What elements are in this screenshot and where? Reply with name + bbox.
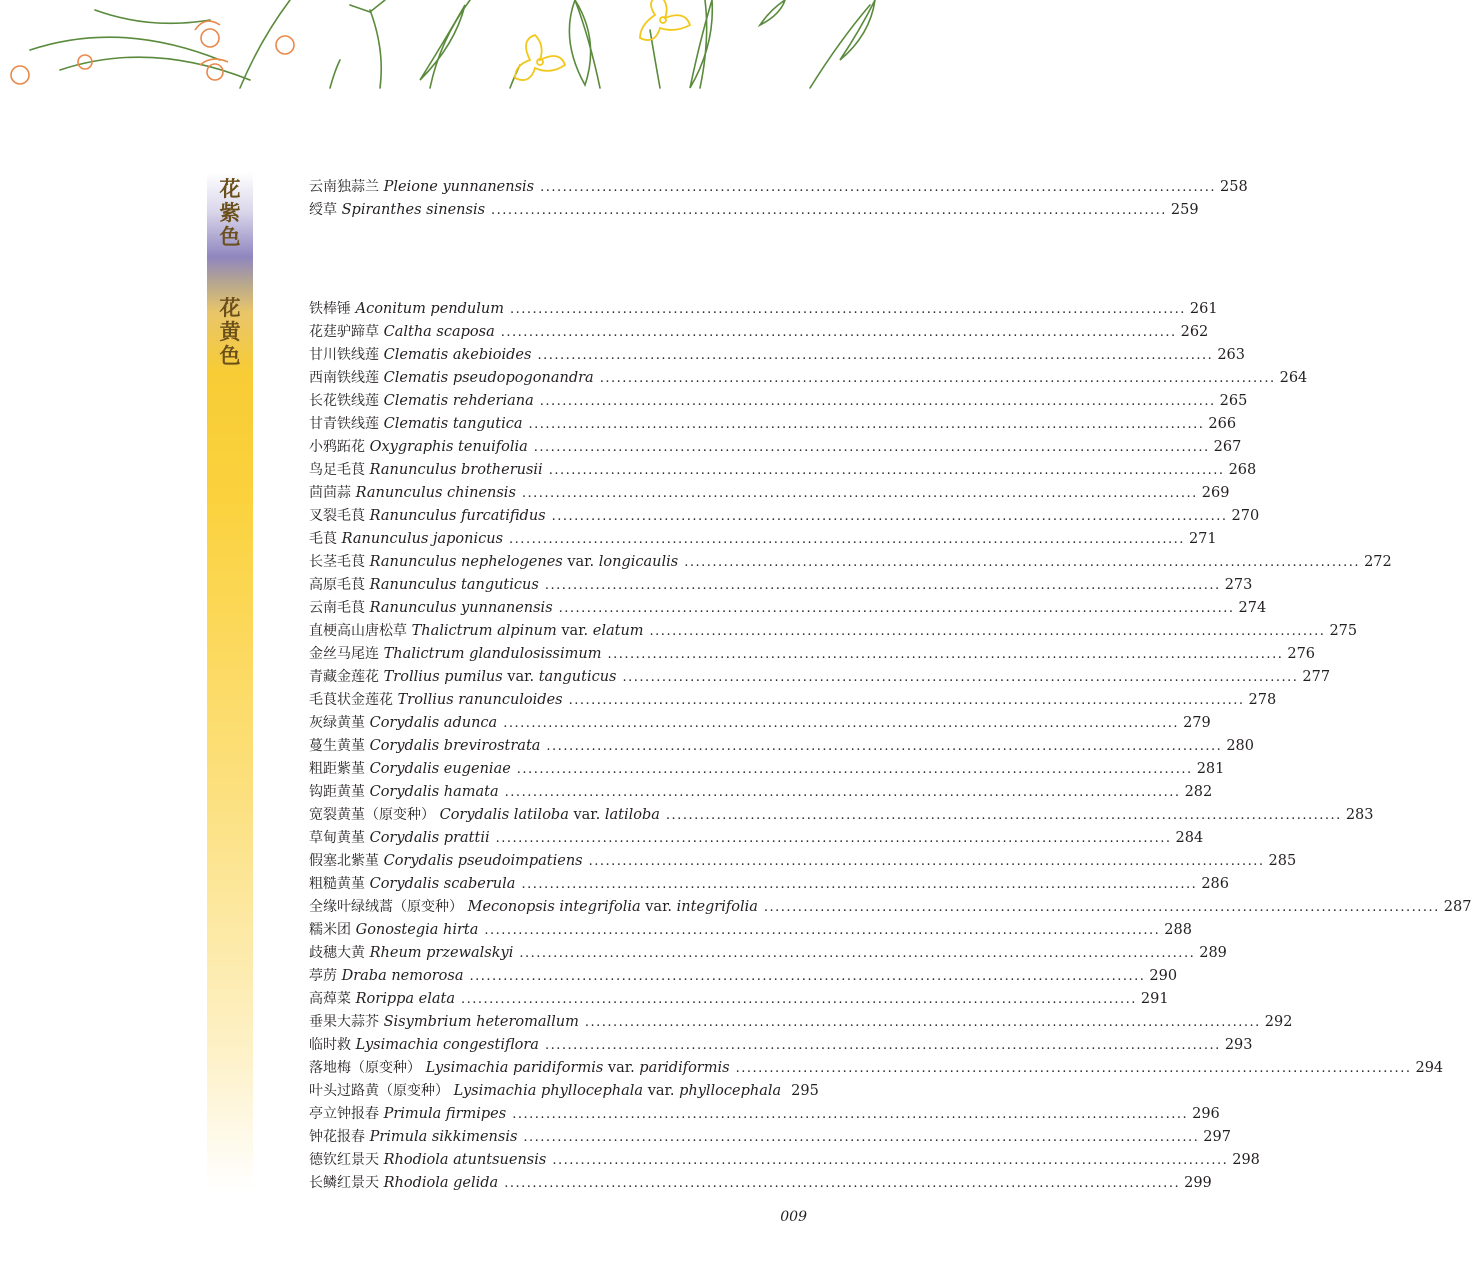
toc-entry[interactable] xyxy=(309,436,1242,459)
page-ref: 266 xyxy=(1208,416,1237,432)
dot-leader: ........................................................................................................................ xyxy=(533,440,1210,455)
scientific-name: Clematis akebioides xyxy=(383,347,532,363)
scientific-name: Aconitum pendulum xyxy=(355,301,504,317)
scientific-name: Clematis pseudopogonandra xyxy=(383,370,594,386)
toc-entry-name xyxy=(309,344,537,367)
chinese-name: 长茎毛茛 xyxy=(309,554,365,570)
page-ref: 287 xyxy=(1443,899,1471,915)
orange-flower-5 xyxy=(276,36,294,54)
dot-leader: ........................................................................................................................ xyxy=(548,463,1225,478)
scientific-name: Corydalis hamata xyxy=(369,784,499,800)
dot-leader: ........................................................................................................................ xyxy=(599,371,1276,386)
page-ref: 278 xyxy=(1248,692,1277,708)
page-ref: 263 xyxy=(1217,347,1246,363)
toc-entry-name xyxy=(309,482,522,505)
toc-entry[interactable] xyxy=(309,896,1471,919)
chinese-name: 小鸦跖花 xyxy=(309,439,365,455)
dot-leader: ........................................................................................................................ xyxy=(607,647,1284,662)
variety-abbrev: var. xyxy=(607,1060,635,1076)
page-ref: 276 xyxy=(1287,646,1316,662)
scientific-name: Clematis tangutica xyxy=(383,416,523,432)
toc-entry-name xyxy=(309,1011,585,1034)
leaf-stem-6 xyxy=(430,0,470,88)
toc-entry[interactable] xyxy=(309,965,1178,988)
dot-leader: ........................................................................................................................ xyxy=(509,302,1186,317)
toc-entry-name xyxy=(309,666,622,689)
toc-entry[interactable] xyxy=(309,459,1257,482)
toc-entry-name xyxy=(309,827,496,850)
toc-entry[interactable] xyxy=(309,1103,1220,1126)
leaf-stem-4 xyxy=(240,0,290,88)
chinese-name: 云南毛茛 xyxy=(309,600,365,616)
chinese-name: 叶头过路黄（原变种） xyxy=(309,1083,449,1099)
toc-entry[interactable] xyxy=(309,505,1260,528)
dot-leader: ........................................................................................................................ xyxy=(552,1153,1229,1168)
toc-group-yellow xyxy=(309,298,1471,1195)
page-ref: 285 xyxy=(1268,853,1297,869)
chinese-name: 假塞北紫堇 xyxy=(309,853,379,869)
dot-leader: ........................................................................................................................ xyxy=(495,831,1172,846)
dot-leader: ........................................................................................................................ xyxy=(460,992,1137,1007)
toc-entry[interactable] xyxy=(309,528,1217,551)
dot-leader: ........................................................................................................................ xyxy=(763,900,1440,915)
scientific-name: Ranunculus japonicus xyxy=(341,531,504,547)
dot-leader: ........................................................................................................................ xyxy=(528,417,1205,432)
page-ref: 275 xyxy=(1329,623,1358,639)
stroke-mark xyxy=(350,0,385,12)
toc-entry[interactable] xyxy=(309,1034,1253,1057)
toc-entry-name xyxy=(309,1034,545,1057)
scientific-name: Clematis rehderiana xyxy=(383,393,534,409)
toc-entry[interactable] xyxy=(309,919,1192,942)
dot-leader: ........................................................................................................................ xyxy=(512,1107,1189,1122)
page-ref: 264 xyxy=(1279,370,1308,386)
dot-leader: ........................................................................................................................ xyxy=(523,1130,1200,1145)
toc-entry-name xyxy=(309,176,540,199)
scientific-name: Ranunculus nephelogenes xyxy=(369,554,563,570)
dot-leader: ........................................................................................................................ xyxy=(649,624,1326,639)
variety-name: longicaulis xyxy=(598,554,679,570)
page-ref: 288 xyxy=(1164,922,1192,938)
page-ref: 269 xyxy=(1201,485,1230,501)
toc-entry-name xyxy=(309,367,600,390)
dot-leader: ........................................................................................................................ xyxy=(588,854,1265,869)
scientific-name: Rhodiola atuntsuensis xyxy=(383,1152,547,1168)
dot-leader: ........................................................................................................................ xyxy=(521,877,1198,892)
page-ref: 295 xyxy=(791,1083,819,1099)
page-ref: 283 xyxy=(1345,807,1374,823)
section-label-purple xyxy=(207,177,253,249)
dot-leader: ........................................................................................................................ xyxy=(735,1061,1412,1076)
page-ref: 270 xyxy=(1231,508,1260,524)
page-ref: 292 xyxy=(1264,1014,1293,1030)
toc-entry-name xyxy=(309,804,666,827)
chinese-name: 宽裂黄堇（原变种） xyxy=(309,807,435,823)
toc-entry-name xyxy=(309,781,505,804)
scientific-name: Corydalis brevirostrata xyxy=(369,738,541,754)
toc-entry-name xyxy=(309,735,546,758)
section-label-yellow xyxy=(207,296,253,368)
variety-name: tanguticus xyxy=(538,669,617,685)
toc-entry[interactable] xyxy=(309,781,1213,804)
dot-leader: ........................................................................................................................ xyxy=(551,509,1228,524)
scientific-name: Corydalis prattii xyxy=(369,830,490,846)
toc-entry-name xyxy=(309,689,569,712)
chinese-name: 垂果大蒜芥 xyxy=(309,1014,379,1030)
toc-entry[interactable] xyxy=(309,390,1248,413)
scientific-name: Corydalis scaberula xyxy=(369,876,516,892)
chinese-name: 落地梅（原变种） xyxy=(309,1060,421,1076)
toc-entry[interactable] xyxy=(309,666,1331,689)
toc-entry[interactable] xyxy=(309,551,1392,574)
section-label-purple-text: 花紫色 xyxy=(219,177,241,249)
toc-entry[interactable] xyxy=(309,735,1254,758)
color-section-sidebar xyxy=(207,172,253,1192)
dot-leader: ........................................................................................................................ xyxy=(544,578,1221,593)
dot-leader: ........................................................................................................................ xyxy=(491,203,1167,218)
toc-entry-name xyxy=(309,597,559,620)
toc-entry[interactable] xyxy=(309,367,1308,390)
chinese-name: 葶苈 xyxy=(309,968,337,984)
page-number: 009 xyxy=(780,1209,807,1225)
page-ref: 282 xyxy=(1184,784,1213,800)
dot-leader: ........................................................................................................................ xyxy=(500,325,1177,340)
variety-abbrev: var. xyxy=(645,899,673,915)
page-ref: 267 xyxy=(1213,439,1242,455)
dot-leader: ........................................................................................................................ xyxy=(537,348,1214,363)
chinese-name: 亭立钟报春 xyxy=(309,1106,379,1122)
variety-abbrev: var. xyxy=(567,554,595,570)
chinese-name: 临时救 xyxy=(309,1037,351,1053)
toc-entry-name xyxy=(309,988,461,1011)
yellow-flower-1 xyxy=(515,35,565,80)
chinese-name: 鸟足毛茛 xyxy=(309,462,365,478)
dot-leader: ........................................................................................................................ xyxy=(516,762,1193,777)
page-ref: 261 xyxy=(1189,301,1218,317)
page-ref: 286 xyxy=(1201,876,1230,892)
toc-entry[interactable] xyxy=(309,574,1253,597)
toc-entry-name xyxy=(309,1126,523,1149)
leaf-stem-3 xyxy=(95,10,210,23)
header-floral-illustration xyxy=(0,0,880,88)
toc-entry[interactable] xyxy=(309,873,1230,896)
toc-entry[interactable] xyxy=(309,1080,819,1103)
variety-name: paridiformis xyxy=(639,1060,730,1076)
toc-entry-name xyxy=(309,942,519,965)
toc-entry[interactable] xyxy=(309,712,1211,735)
leaf-blade-3 xyxy=(690,0,712,88)
chinese-name: 钟花报春 xyxy=(309,1129,365,1145)
toc-entry-name xyxy=(309,459,549,482)
page-ref: 284 xyxy=(1175,830,1204,846)
page-ref: 281 xyxy=(1196,761,1225,777)
scientific-name: Trollius pumilus xyxy=(383,669,503,685)
page-ref: 294 xyxy=(1415,1060,1444,1076)
scientific-name: Corydalis pseudoimpatiens xyxy=(383,853,583,869)
chinese-name: 甘青铁线莲 xyxy=(309,416,379,432)
leaf-stem-8 xyxy=(700,0,707,88)
scientific-name: Pleione yunnanensis xyxy=(383,179,535,195)
toc-entry-name xyxy=(309,574,545,597)
variety-abbrev: var. xyxy=(647,1083,675,1099)
chinese-name: 青藏金莲花 xyxy=(309,669,379,685)
dot-leader: ........................................................................................................................ xyxy=(509,532,1185,547)
chinese-name: 粗距紫堇 xyxy=(309,761,365,777)
toc-entry[interactable] xyxy=(309,988,1169,1011)
scientific-name: Rheum przewalskyi xyxy=(369,945,514,961)
toc-entry-name xyxy=(309,1080,787,1103)
chinese-name: 歧穗大黄 xyxy=(309,945,365,961)
dot-leader: ........................................................................................................................ xyxy=(558,601,1235,616)
variety-abbrev: var. xyxy=(561,623,589,639)
toc-entry[interactable] xyxy=(309,689,1277,712)
toc-entry[interactable] xyxy=(309,942,1227,965)
dot-leader: ........................................................................................................................ xyxy=(622,670,1299,685)
section-label-yellow-text: 花黄色 xyxy=(219,296,241,368)
chinese-name: 甘川铁线莲 xyxy=(309,347,379,363)
leaf-blade-1 xyxy=(420,5,465,80)
toc-entry-name xyxy=(309,390,540,413)
page-ref: 290 xyxy=(1149,968,1178,984)
stem-short-1 xyxy=(330,60,340,88)
toc-entry-name xyxy=(309,505,552,528)
chinese-name: 德钦红景天 xyxy=(309,1152,379,1168)
leaf-stem-5 xyxy=(370,10,381,88)
dot-leader: ........................................................................................................................ xyxy=(484,923,1161,938)
variety-name: phyllocephala xyxy=(679,1083,782,1099)
toc-entry[interactable] xyxy=(309,344,1246,367)
scientific-name: Lysimachia congestiflora xyxy=(355,1037,539,1053)
scientific-name: Ranunculus furcatifidus xyxy=(369,508,546,524)
page-ref: 272 xyxy=(1364,554,1392,570)
variety-name: latiloba xyxy=(604,807,660,823)
scientific-name: Caltha scaposa xyxy=(383,324,495,340)
chinese-name: 毛茛状金莲花 xyxy=(309,692,393,708)
toc-entry-name xyxy=(309,1172,504,1195)
toc-entry-name xyxy=(309,965,470,988)
chinese-name: 长鳞红景天 xyxy=(309,1175,379,1191)
chinese-name: 钩距黄堇 xyxy=(309,784,365,800)
variety-name: integrifolia xyxy=(676,899,758,915)
yellow-flower-center-2 xyxy=(660,17,666,23)
chinese-name: 云南独蒜兰 xyxy=(309,179,379,195)
toc-entry-name xyxy=(309,758,517,781)
scientific-name: Corydalis latiloba xyxy=(439,807,569,823)
page-ref: 273 xyxy=(1224,577,1253,593)
chinese-name: 绶草 xyxy=(309,202,337,218)
dot-leader: ........................................................................................................................ xyxy=(665,808,1342,823)
dot-leader: ........................................................................................................................ xyxy=(504,785,1181,800)
orange-flower-1 xyxy=(11,66,29,84)
scientific-name: Lysimachia phyllocephala xyxy=(453,1083,644,1099)
dot-leader: ........................................................................................................................ xyxy=(684,555,1361,570)
toc-entry-name xyxy=(309,873,521,896)
toc-entry-name xyxy=(309,199,491,222)
toc-entry[interactable] xyxy=(309,199,1199,222)
toc-entry-name xyxy=(309,551,684,574)
yellow-flower-2 xyxy=(640,0,690,40)
variety-name: elatum xyxy=(592,623,644,639)
page-ref: 258 xyxy=(1220,179,1248,195)
scientific-name: Trollius ranunculoides xyxy=(397,692,563,708)
toc-group-purple xyxy=(309,176,1248,222)
leaf-stem-9 xyxy=(810,5,870,88)
scientific-name: Corydalis eugeniae xyxy=(369,761,511,777)
scientific-name: Oxygraphis tenuifolia xyxy=(369,439,528,455)
toc-entry-name xyxy=(309,298,510,321)
scientific-name: Ranunculus yunnanensis xyxy=(369,600,553,616)
scientific-name: Thalictrum glandulosissimum xyxy=(383,646,602,662)
toc-entry[interactable] xyxy=(309,643,1316,666)
dot-leader: ........................................................................................................................ xyxy=(584,1015,1261,1030)
page-ref: 297 xyxy=(1203,1129,1231,1145)
chinese-name: 全缘叶绿绒蒿（原变种） xyxy=(309,899,463,915)
toc-entry[interactable] xyxy=(309,413,1237,436)
toc-entry[interactable] xyxy=(309,482,1230,505)
chinese-name: 金丝马尾连 xyxy=(309,646,379,662)
scientific-name: Primula firmipes xyxy=(383,1106,507,1122)
chinese-name: 花莛驴蹄草 xyxy=(309,324,379,340)
scientific-name: Ranunculus tanguticus xyxy=(369,577,539,593)
leaf-blade-4 xyxy=(760,0,785,25)
toc-entry[interactable] xyxy=(309,1149,1260,1172)
page-ref: 265 xyxy=(1219,393,1248,409)
dot-leader: ........................................................................................................................ xyxy=(539,394,1216,409)
toc-entry-name xyxy=(309,321,501,344)
dot-leader: ........................................................................................................................ xyxy=(546,739,1223,754)
toc-entry[interactable] xyxy=(309,758,1225,781)
page-ref: 277 xyxy=(1302,669,1331,685)
scientific-name: Gonostegia hirta xyxy=(355,922,479,938)
toc-entry-name xyxy=(309,712,503,735)
toc-entry-name xyxy=(309,850,589,873)
toc-entry[interactable] xyxy=(309,1011,1293,1034)
dot-leader: ........................................................................................................................ xyxy=(540,180,1217,195)
chinese-name: 西南铁线莲 xyxy=(309,370,379,386)
dot-leader: ........................................................................................................................ xyxy=(504,1176,1181,1191)
chinese-name: 粗糙黄堇 xyxy=(309,876,365,892)
chinese-name: 长花铁线莲 xyxy=(309,393,379,409)
scientific-name: Corydalis adunca xyxy=(369,715,498,731)
toc-entry[interactable] xyxy=(309,850,1297,873)
page-ref: 291 xyxy=(1140,991,1169,1007)
page-ref: 298 xyxy=(1232,1152,1260,1168)
variety-abbrev: var. xyxy=(507,669,535,685)
scientific-name: Spiranthes sinensis xyxy=(341,202,486,218)
chinese-name: 高原毛茛 xyxy=(309,577,365,593)
toc-entry[interactable] xyxy=(309,597,1267,620)
chinese-name: 叉裂毛茛 xyxy=(309,508,365,524)
page-ref: 262 xyxy=(1180,324,1209,340)
scientific-name: Ranunculus chinensis xyxy=(355,485,516,501)
scientific-name: Primula sikkimensis xyxy=(369,1129,518,1145)
variety-abbrev: var. xyxy=(573,807,601,823)
page-ref: 293 xyxy=(1224,1037,1253,1053)
dot-leader: ........................................................................................................................ xyxy=(469,969,1146,984)
toc-entry-name xyxy=(309,896,764,919)
toc-entry[interactable] xyxy=(309,321,1209,344)
toc-entry-name xyxy=(309,528,509,551)
page-ref: 259 xyxy=(1170,202,1199,218)
toc-entry-name xyxy=(309,1057,736,1080)
scientific-name: Sisymbrium heteromallum xyxy=(383,1014,579,1030)
orange-flower-3 xyxy=(201,29,219,47)
scientific-name: Draba nemorosa xyxy=(341,968,464,984)
dot-leader: ........................................................................................................................ xyxy=(568,693,1245,708)
chinese-name: 铁棒锤 xyxy=(309,301,351,317)
toc-entry[interactable] xyxy=(309,1057,1444,1080)
scientific-name: Lysimachia paridiformis xyxy=(425,1060,604,1076)
toc-entry[interactable] xyxy=(309,176,1248,199)
page-ref: 289 xyxy=(1199,945,1227,961)
toc-entry[interactable] xyxy=(309,1126,1231,1149)
scientific-name: Rorippa elata xyxy=(355,991,455,1007)
toc-entry-name xyxy=(309,919,484,942)
scientific-name: Rhodiola gelida xyxy=(383,1175,499,1191)
page-ref: 296 xyxy=(1192,1106,1220,1122)
toc-entry-name xyxy=(309,1149,552,1172)
toc-entry[interactable] xyxy=(309,804,1374,827)
toc-entry-name xyxy=(309,643,607,666)
page-ref: 299 xyxy=(1184,1175,1212,1191)
toc-entry[interactable] xyxy=(309,298,1218,321)
chinese-name: 蔓生黄堇 xyxy=(309,738,365,754)
chinese-name: 高蔊菜 xyxy=(309,991,351,1007)
toc-entry-name xyxy=(309,413,529,436)
toc-entry[interactable] xyxy=(309,620,1358,643)
dot-leader: ........................................................................................................................ xyxy=(503,716,1180,731)
scientific-name: Meconopsis integrifolia xyxy=(467,899,641,915)
chinese-name: 毛茛 xyxy=(309,531,337,547)
toc-entry[interactable] xyxy=(309,827,1204,850)
toc-entry-name xyxy=(309,620,650,643)
dot-leader: ........................................................................................................................ xyxy=(521,486,1198,501)
scientific-name: Ranunculus brotherusii xyxy=(369,462,543,478)
chinese-name: 草甸黄堇 xyxy=(309,830,365,846)
page-ref: 271 xyxy=(1188,531,1217,547)
toc-entry-name xyxy=(309,1103,512,1126)
toc-entry[interactable] xyxy=(309,1172,1212,1195)
leaf-stem-1 xyxy=(30,37,220,60)
dot-leader: ........................................................................................................................ xyxy=(544,1038,1221,1053)
page-ref: 280 xyxy=(1226,738,1254,754)
dot-leader: ........................................................................................................................ xyxy=(519,946,1196,961)
chinese-name: 糯米团 xyxy=(309,922,351,938)
leaf-blade-5 xyxy=(840,0,875,60)
toc-entry-name xyxy=(309,436,534,459)
chinese-name: 茴茴蒜 xyxy=(309,485,351,501)
page-ref: 268 xyxy=(1228,462,1257,478)
page-ref: 274 xyxy=(1238,600,1267,616)
scientific-name: Thalictrum alpinum xyxy=(411,623,557,639)
orange-flower-4 xyxy=(207,64,223,80)
page-ref: 279 xyxy=(1183,715,1211,731)
chinese-name: 灰绿黄堇 xyxy=(309,715,365,731)
chinese-name: 直梗高山唐松草 xyxy=(309,623,407,639)
